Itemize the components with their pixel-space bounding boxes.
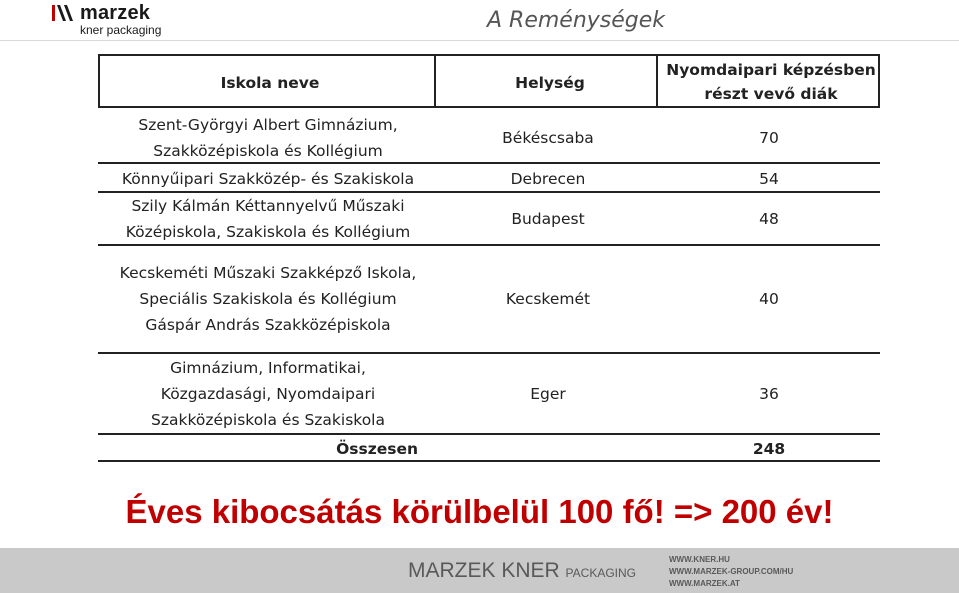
table-row [98, 260, 880, 338]
city: Eger [530, 385, 566, 403]
total-label: Összesen [336, 440, 418, 458]
column-header-school: Iskola neve [220, 74, 320, 92]
column-header-students: Nyomdaipari képzésben részt vevő diák [666, 61, 876, 103]
school-name: Kecskeméti Műszaki Szakképző Iskola, Speciális Szakiskola és Kollégium Gáspár András Szakközépiskola [119, 264, 417, 334]
students: 70 [759, 129, 779, 147]
footer-brand: MARZEK KNER PACKAGING [408, 559, 636, 582]
output-banner: Éves kibocsátás körülbelül 100 fő! => 200 év! [125, 493, 834, 530]
row-divider [98, 244, 880, 246]
footer-links [669, 554, 793, 590]
row-divider [98, 162, 880, 164]
column-header-city: Helység [515, 74, 585, 92]
table-row [98, 112, 880, 164]
total-row [98, 436, 880, 462]
students: 48 [759, 210, 779, 228]
school-name: Gimnázium, Informatikai, Közgazdasági, Nyomdaipari Szakközépiskola és Szakiskola [151, 359, 385, 429]
footer-link-marzek-group[interactable]: WWW.MARZEK-GROUP.COM/HU [669, 567, 794, 576]
table-header [98, 54, 880, 108]
students: 36 [759, 385, 779, 403]
table-row [98, 166, 880, 192]
school-name: Szily Kálmán Kéttannyelvű Műszaki Középiskola, Szakiskola és Kollégium [125, 197, 411, 241]
footer [0, 548, 959, 593]
school-name: Szent-Györgyi Albert Gimnázium, Szakközépiskola és Kollégium [138, 116, 398, 160]
students: 40 [759, 290, 779, 308]
city: Budapest [511, 210, 585, 228]
row-divider [98, 352, 880, 354]
school-name: Könnyűipari Szakközép- és Szakiskola [121, 170, 415, 188]
students: 54 [759, 170, 779, 188]
table-row [98, 193, 880, 245]
footer-link-kner[interactable]: WWW.KNER.HU [669, 555, 730, 564]
top-bar [0, 0, 959, 40]
logo-mark-icon [52, 5, 74, 21]
total-value: 248 [752, 440, 786, 458]
logo-name: marzek [80, 2, 151, 24]
row-divider [98, 433, 880, 435]
marzek-logo [52, 3, 192, 39]
logo-subtitle: kner packaging [80, 23, 162, 37]
city: Békéscsaba [502, 129, 594, 147]
city: Debrecen [510, 170, 586, 188]
table-row [98, 355, 880, 433]
slide-title: A Reménységek [487, 8, 666, 33]
footer-link-marzek-at[interactable]: WWW.MARZEK.AT [669, 579, 740, 588]
city: Kecskemét [505, 290, 591, 308]
header-divider [0, 40, 959, 41]
row-divider [98, 460, 880, 462]
